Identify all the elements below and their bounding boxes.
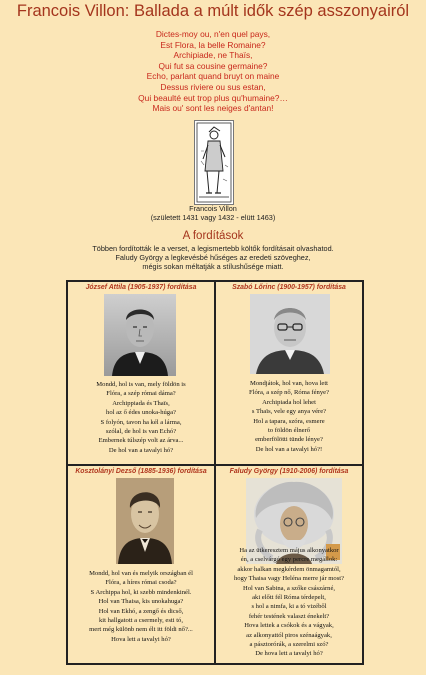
poem-line: De hova lett a tavalyi hó? xyxy=(255,650,323,658)
portrait-caption xyxy=(0,204,426,222)
poem-line: Mondd, hol is van, mely földön is xyxy=(96,381,186,388)
poem-line: hol az ő édes unoka-húga? xyxy=(106,409,176,417)
translation-cell-faludy-gyorgy xyxy=(215,465,363,664)
translator-photo xyxy=(104,294,176,376)
poem-line: Hova lett a tavalyi hó? xyxy=(111,635,171,643)
poem-line: fehér testének valaszt énekelt? xyxy=(248,612,330,620)
stanza-line: Dessus riviere ou sus estan, xyxy=(160,81,266,92)
poem-line: s Thaïs, vele egy anya vére? xyxy=(251,408,327,416)
poem-line: emberfölötti tünde lénye? xyxy=(255,436,323,444)
translator-heading: Szabó Lőrinc (1900-1957) fordítása xyxy=(232,284,346,291)
translation-poem xyxy=(68,569,214,644)
poem-line: Flóra, a szép római dáma? xyxy=(106,390,176,398)
poem-line: S Archippa hol, ki szebb mindenkinél. xyxy=(90,588,192,596)
poem-line: mert még különb nem élt itt földi nő?... xyxy=(89,626,193,634)
poem-line: s hol a nimfa, ki a tó vizéből xyxy=(251,603,327,611)
stanza-line: Dictes-moy ou, n'en quel pays, xyxy=(155,29,271,39)
stanza-line: Qui fut sa cousine germaine? xyxy=(158,60,268,71)
translation-poem xyxy=(216,546,362,659)
poem-line: én, a cselvárgó egy percre megállok: xyxy=(240,556,338,564)
poem-line: De hol van a tavalyi hó? xyxy=(108,446,174,454)
portrait-dates: (született 1431 vagy 1432 - elütt 1463) xyxy=(150,213,276,222)
translator-heading: Faludy György (1910-2006) fordítása xyxy=(229,468,349,475)
translator-heading: József Attila (1905-1937) fordítása xyxy=(85,284,197,291)
poem-line: to földön élnerő xyxy=(267,427,311,435)
translation-cell-kosztolanyi-dezso xyxy=(67,465,215,664)
section-line: Többen fordították le a verset, a legismertebb költők fordításait olvashatod. xyxy=(92,244,334,253)
stanza-line: Qui beaulté eut trop plus qu'humaine?… xyxy=(138,92,288,103)
poem-line: Hol van Thaisa, kis unokahuga? xyxy=(98,598,184,606)
poem-line: Mondd, hol van és melyik országban él xyxy=(89,570,193,577)
section-title: A fordítások xyxy=(182,230,244,242)
translation-cell-szabo-lorinc xyxy=(215,281,363,465)
poem-line: Ha az ütkeresztem május alkonyatkor xyxy=(239,547,339,554)
poem-line: akkor halkan megkérdem önmagamtól, xyxy=(237,565,341,573)
poem-line: Hol van Ekhó, a zengő és dicső, xyxy=(98,607,184,615)
stanza-line: Echo, parlant quand bruyt on maine xyxy=(146,71,280,82)
poem-line: Hol van Sabina, a szőke császárné, xyxy=(242,584,336,592)
translator-heading: Kosztolányi Dezső (1885-1936) fordítása xyxy=(75,468,207,475)
translation-cell-jozsef-attila xyxy=(67,281,215,465)
section-line: Faludy György a legkevésbé hűséges az eredeti szöveghez, xyxy=(115,253,311,262)
poem-line: Mondjátok, hol van, hova lett xyxy=(249,380,328,387)
translator-photo xyxy=(250,294,330,374)
translations-table xyxy=(66,280,364,665)
poem-line: az alkonyattól piros szénaágyak, xyxy=(246,631,332,639)
translation-poem xyxy=(216,379,362,454)
poem-line: Flóra, a híres római csoda? xyxy=(105,579,177,587)
translation-poem xyxy=(68,380,214,455)
translator-photo xyxy=(116,478,174,564)
poem-line: De hol van a tavalyi hó?! xyxy=(255,445,323,453)
poem-line: Embernek túlszép volt az árva... xyxy=(98,437,184,445)
page-title: Francois Villon: Ballada a múlt idők szép asszonyairól xyxy=(16,2,410,20)
stanza-line: Mais ou' sont les neiges d'antan! xyxy=(152,103,274,114)
poem-line: Flóra, a szép nő, Róma fénye? xyxy=(248,389,329,397)
poem-line: Hova lettek a csókok és a vágyak, xyxy=(244,622,334,630)
stanza-line: Est Flora, la belle Romaine? xyxy=(160,39,266,50)
portrait-name: Francois Villon xyxy=(189,204,237,213)
poem-line: aki előtt fél Róma térdepelt, xyxy=(252,594,326,602)
villon-woodcut-image xyxy=(194,120,234,205)
section-description xyxy=(0,244,426,271)
section-line: mégis sokan méltatják a stílushűsége miatt. xyxy=(142,262,284,271)
poem-line: szólal, de hol is van Echó? xyxy=(105,428,177,436)
poem-line: S folyón, tavon ha kél a lárma, xyxy=(100,418,182,426)
poem-line: hogy Thaisa vagy Heléna merre jár most? xyxy=(233,575,345,583)
poem-line: kit hallgatott a csermely, esti tó, xyxy=(99,617,183,625)
poem-line: a pásztorórák, a szerelmi szó? xyxy=(249,641,329,649)
intro-stanza xyxy=(0,29,426,114)
poem-line: Archipiada hol lehet xyxy=(262,398,316,406)
poem-line: Archippiada és Thaïs, xyxy=(112,399,170,407)
stanza-line: Archipiade, ne Thaïs, xyxy=(173,50,253,61)
poem-line: Hol a tapara, szóra, esmere xyxy=(253,417,325,425)
